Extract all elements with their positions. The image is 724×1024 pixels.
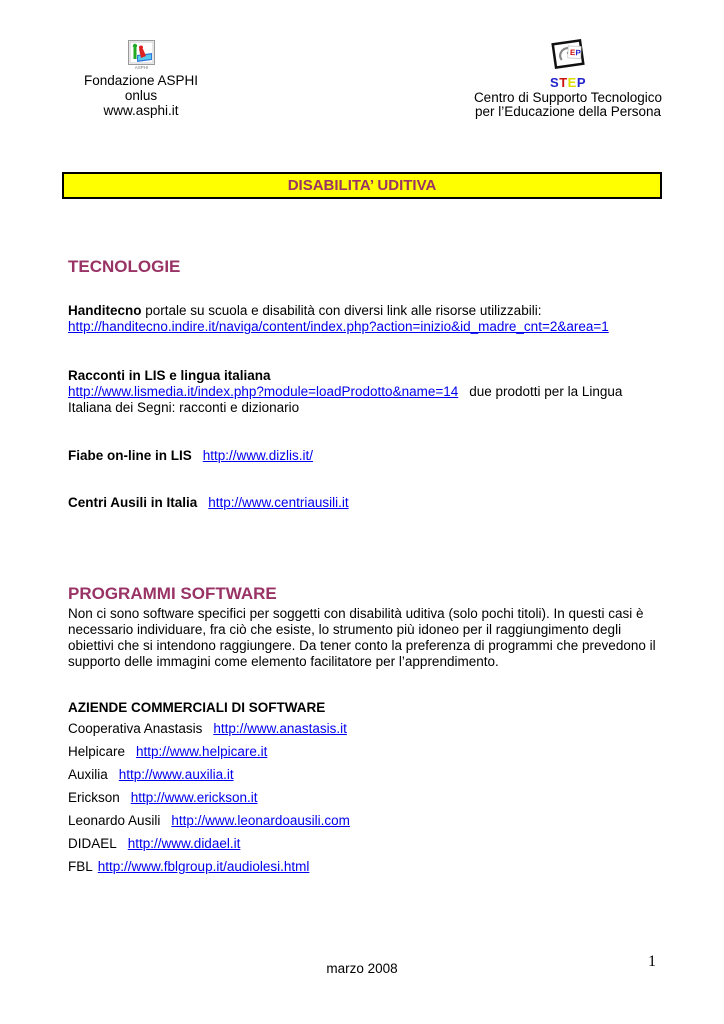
programmi-software-body: Non ci sono software specifici per soggetti con disabilità uditiva (solo pochi titoli). In questi casi è necessario individuare, fra ciò che esiste, lo strumento più idoneo per il raggiungimento degli obiettivi che si intendono raggiungere. Da tener conto la preferenza di programmi che prevedono il supporto delle immagini come elemento facilitatore per l’apprendimento.	[68, 606, 656, 669]
racconti-title: Racconti in LIS e lingua italiana	[68, 368, 271, 383]
footer-date: marzo 2008	[326, 961, 398, 976]
document-title: DISABILITA’ UDITIVA	[287, 177, 437, 194]
step-wordmark: STEP	[550, 74, 586, 90]
racconti-after-text: due prodotti per la Lingua Italiana dei Segni: racconti e dizionario	[68, 384, 623, 415]
company-list	[68, 717, 350, 878]
fiabe-title: Fiabe on-line in LIS	[68, 448, 192, 463]
step-logo-icon	[548, 38, 588, 75]
list-item: FBL http://www.fblgroup.it/audiolesi.html	[68, 859, 310, 874]
step-line2: per l’Educazione della Persona	[474, 103, 662, 119]
company-link[interactable]: http://www.didael.it	[127, 836, 241, 851]
handitecno-link[interactable]: http://handitecno.indire.it/naviga/content/index.php?action=inizio&id_madre_cnt=2&area=1	[68, 319, 609, 334]
list-item: Cooperativa Anastasis http://www.anastasis.it	[68, 721, 347, 736]
section-heading-programmi-software: PROGRAMMI SOFTWARE	[68, 584, 277, 603]
fiabe-link[interactable]: http://www.dizlis.it/	[202, 448, 314, 463]
list-item: Helpicare http://www.helpicare.it	[68, 744, 268, 759]
handitecno-lead: Handitecno portale su scuola e disabilità con diversi link alle risorse utilizzabili:	[68, 303, 542, 318]
company-link[interactable]: http://www.erickson.it	[130, 790, 258, 805]
list-item: DIDAEL http://www.didael.it	[68, 836, 241, 851]
step-line1: Centro di Supporto Tecnologico	[473, 90, 663, 105]
title-banner	[62, 172, 662, 199]
section-heading-tecnologie: TECNOLOGIE	[68, 257, 181, 276]
company-link[interactable]: http://www.leonardoausili.com	[171, 813, 350, 828]
paragraph-centri-ausili	[68, 495, 666, 511]
asphi-header	[66, 40, 216, 118]
list-item: Auxilia http://www.auxilia.it	[68, 767, 234, 782]
list-item: Leonardo Ausili http://www.leonardoausili.com	[68, 813, 350, 828]
svg-text:ASPHI: ASPHI	[134, 65, 148, 70]
company-link[interactable]: http://www.auxilia.it	[118, 767, 234, 782]
svg-text:E: E	[569, 48, 576, 58]
handitecno-label: Handitecno	[68, 303, 142, 318]
paragraph-handitecno	[68, 303, 666, 335]
aziende-heading: AZIENDE COMMERCIALI DI SOFTWARE	[68, 700, 326, 715]
svg-text:P: P	[575, 48, 581, 58]
asphi-logo-icon	[128, 40, 155, 73]
org-site: www.asphi.it	[103, 103, 179, 118]
list-item: Erickson http://www.erickson.it	[68, 790, 258, 805]
racconti-link[interactable]: http://www.lismedia.it/index.php?module=loadProdotto&name=14	[68, 384, 459, 399]
step-header	[470, 38, 666, 118]
company-link[interactable]: http://www.fblgroup.it/audiolesi.html	[97, 859, 310, 874]
org-name: Fondazione ASPHI onlus	[83, 73, 199, 103]
paragraph-fiabe	[68, 448, 666, 464]
company-link[interactable]: http://www.helpicare.it	[136, 744, 268, 759]
centri-title: Centri Ausili in Italia	[68, 495, 198, 510]
centri-link[interactable]: http://www.centriausili.it	[208, 495, 349, 510]
page-number: 1	[648, 953, 656, 970]
company-link[interactable]: http://www.anastasis.it	[213, 721, 347, 736]
paragraph-racconti	[68, 368, 666, 416]
